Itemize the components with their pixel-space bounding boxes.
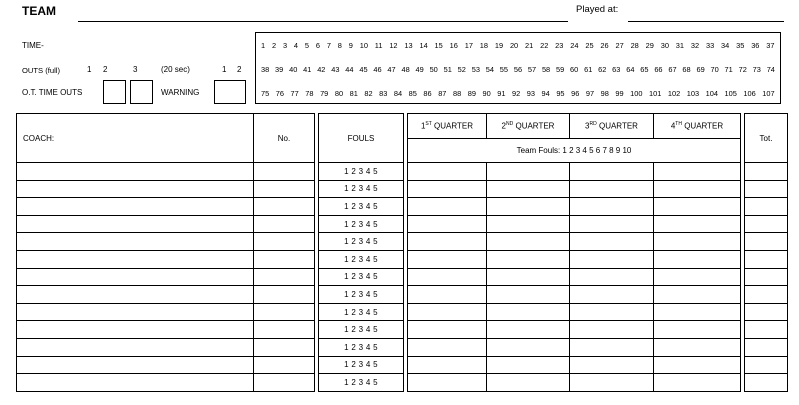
played-at-line[interactable] — [628, 21, 784, 22]
time-number[interactable]: 7 — [326, 40, 331, 50]
quarter-3-cell[interactable] — [570, 233, 654, 251]
player-fouls-table — [16, 113, 788, 392]
quarter-2-cell[interactable] — [487, 268, 570, 286]
player-name-cell[interactable] — [17, 338, 254, 356]
time-number[interactable]: 20 — [509, 40, 519, 50]
time-number[interactable]: 26 — [600, 40, 609, 50]
player-name-cell[interactable] — [17, 303, 254, 321]
time-number[interactable]: 90 — [482, 88, 491, 98]
quarter-4-cell[interactable] — [654, 303, 741, 321]
time-number[interactable]: 93 — [526, 88, 536, 98]
player-name-cell[interactable] — [17, 163, 254, 181]
quarter-4-cell[interactable] — [654, 356, 741, 374]
quarter-4-cell[interactable] — [654, 198, 741, 216]
table-row — [17, 233, 788, 251]
time-number[interactable]: 86 — [423, 88, 432, 98]
total-cell[interactable] — [745, 215, 788, 233]
time-number[interactable]: 46 — [373, 64, 382, 74]
total-cell[interactable] — [745, 198, 788, 216]
quarter-3-cell[interactable] — [570, 286, 654, 304]
twenty-sec-label: (20 sec) — [161, 65, 190, 74]
total-cell[interactable] — [745, 180, 788, 198]
total-cell[interactable] — [745, 356, 788, 374]
player-number-cell[interactable] — [254, 180, 315, 198]
table-row — [17, 356, 788, 374]
fouls-header: FOULS — [319, 114, 404, 163]
time-number[interactable]: 107 — [762, 88, 775, 98]
time-number[interactable]: 12 — [389, 40, 398, 50]
table-row — [17, 163, 788, 181]
time-number[interactable]: 102 — [667, 88, 681, 98]
time-number[interactable]: 101 — [649, 88, 662, 98]
time-number[interactable]: 23 — [555, 40, 564, 50]
quarter-4-cell[interactable] — [654, 338, 741, 356]
table-row — [17, 198, 788, 216]
table-row — [17, 374, 788, 392]
time-number[interactable]: 82 — [364, 88, 373, 98]
time-number[interactable]: 4 — [293, 40, 299, 50]
time-number[interactable]: 74 — [766, 64, 775, 74]
quarter-4-cell[interactable] — [654, 268, 741, 286]
quarter-3-header: 3RD QUARTER — [570, 114, 654, 139]
quarter-2-cell[interactable] — [487, 286, 570, 304]
time-number[interactable]: 27 — [615, 40, 624, 50]
time-number[interactable]: 16 — [449, 40, 458, 50]
time-number[interactable]: 54 — [485, 64, 494, 74]
quarter-3-cell[interactable] — [570, 268, 654, 286]
foul-marks-cell[interactable]: 1 2 3 4 5 — [319, 321, 404, 339]
quarter-3-cell[interactable] — [570, 356, 654, 374]
player-number-cell[interactable] — [254, 268, 315, 286]
time-number[interactable]: 89 — [467, 88, 476, 98]
quarter-4-header: 4TH QUARTER — [654, 114, 741, 139]
time-number[interactable]: 70 — [710, 64, 719, 74]
foul-marks-cell[interactable]: 1 2 3 4 5 — [319, 356, 404, 374]
table-row — [17, 286, 788, 304]
foul-marks-cell[interactable]: 1 2 3 4 5 — [319, 338, 404, 356]
total-cell[interactable] — [745, 286, 788, 304]
player-name-cell[interactable] — [17, 374, 254, 392]
time-number[interactable]: 88 — [452, 88, 462, 98]
foul-marks-cell[interactable]: 1 2 3 4 5 — [319, 198, 404, 216]
quarter-2-cell[interactable] — [487, 356, 570, 374]
quarter-2-cell[interactable] — [487, 198, 570, 216]
quarter-3-cell[interactable] — [570, 321, 654, 339]
time-number[interactable]: 22 — [540, 40, 549, 50]
quarter-2-cell[interactable] — [487, 338, 570, 356]
time-number[interactable]: 98 — [600, 88, 609, 98]
time-number[interactable]: 85 — [408, 88, 417, 98]
team-fouls-header: Team Fouls: 1 2 3 4 5 6 7 8 9 10 — [408, 139, 741, 163]
table-row — [17, 321, 788, 339]
quarter-1-cell[interactable] — [408, 250, 487, 268]
quarter-3-cell[interactable] — [570, 180, 654, 198]
quarter-2-cell[interactable] — [487, 163, 570, 181]
player-name-cell[interactable] — [17, 356, 254, 374]
quarter-1-cell[interactable] — [408, 268, 487, 286]
quarter-3-cell[interactable] — [570, 215, 654, 233]
time-number[interactable]: 73 — [752, 64, 761, 74]
total-cell[interactable] — [745, 163, 788, 181]
player-number-cell[interactable] — [254, 198, 315, 216]
time-number[interactable]: 18 — [479, 40, 489, 50]
coach-label: COACH: — [17, 114, 254, 163]
time-number[interactable]: 30 — [660, 40, 669, 50]
quarter-1-cell[interactable] — [408, 338, 487, 356]
player-number-cell[interactable] — [254, 286, 315, 304]
sec-num-2[interactable]: 2 — [237, 65, 242, 74]
time-number[interactable]: 78 — [305, 88, 314, 98]
quarter-2-cell[interactable] — [487, 180, 570, 198]
total-cell[interactable] — [745, 374, 788, 392]
total-cell[interactable] — [745, 303, 788, 321]
time-number[interactable]: 68 — [682, 64, 691, 74]
time-number[interactable]: 103 — [686, 88, 700, 98]
time-number[interactable]: 61 — [584, 64, 593, 74]
quarter-4-cell[interactable] — [654, 180, 741, 198]
time-number[interactable]: 41 — [303, 64, 312, 74]
table-row — [17, 215, 788, 233]
quarter-4-cell[interactable] — [654, 286, 741, 304]
foul-marks-cell[interactable]: 1 2 3 4 5 — [319, 163, 404, 181]
quarter-1-cell[interactable] — [408, 286, 487, 304]
foul-marks-cell[interactable]: 1 2 3 4 5 — [319, 250, 404, 268]
time-number[interactable]: 21 — [525, 40, 534, 50]
time-number[interactable]: 99 — [615, 88, 624, 98]
time-number[interactable]: 42 — [317, 64, 326, 74]
time-number[interactable]: 31 — [675, 40, 685, 50]
player-number-cell[interactable] — [254, 374, 315, 392]
player-name-cell[interactable] — [17, 233, 254, 251]
outs-label: OUTS (full) — [22, 66, 60, 75]
time-number[interactable]: 35 — [736, 40, 745, 50]
quarter-1-cell[interactable] — [408, 180, 487, 198]
quarter-4-cell[interactable] — [654, 321, 741, 339]
time-number[interactable]: 53 — [471, 64, 480, 74]
quarter-4-cell[interactable] — [654, 163, 741, 181]
total-cell[interactable] — [745, 250, 788, 268]
time-number[interactable]: 5 — [304, 40, 309, 50]
total-cell[interactable] — [745, 338, 788, 356]
time-number[interactable]: 15 — [434, 40, 443, 50]
time-number[interactable]: 84 — [393, 88, 403, 98]
time-row-2 — [256, 57, 780, 81]
quarter-1-cell[interactable] — [408, 198, 487, 216]
quarter-1-cell[interactable] — [408, 215, 487, 233]
time-number[interactable]: 66 — [654, 64, 663, 74]
foul-marks-cell[interactable]: 1 2 3 4 5 — [319, 286, 404, 304]
time-number[interactable]: 67 — [668, 64, 677, 74]
player-name-cell[interactable] — [17, 286, 254, 304]
total-cell[interactable] — [745, 233, 788, 251]
time-number[interactable]: 49 — [415, 64, 424, 74]
quarter-1-cell[interactable] — [408, 374, 487, 392]
quarter-2-cell[interactable] — [487, 250, 570, 268]
outs-num-1[interactable]: 1 — [87, 65, 92, 74]
quarter-3-cell[interactable] — [570, 374, 654, 392]
player-number-cell[interactable] — [254, 233, 315, 251]
quarter-1-cell[interactable] — [408, 233, 487, 251]
ot-timeout-box-1[interactable] — [103, 80, 126, 104]
player-number-cell[interactable] — [254, 303, 315, 321]
time-number[interactable]: 47 — [387, 64, 396, 74]
time-number[interactable]: 32 — [690, 40, 700, 50]
player-name-cell[interactable] — [17, 250, 254, 268]
time-number[interactable]: 10 — [359, 40, 368, 50]
sec-num-1[interactable]: 1 — [222, 65, 227, 74]
time-number[interactable]: 105 — [724, 88, 737, 98]
time-number[interactable]: 6 — [315, 40, 320, 50]
time-number[interactable]: 29 — [645, 40, 654, 50]
player-number-cell[interactable] — [254, 356, 315, 374]
time-number[interactable]: 2 — [271, 40, 277, 50]
quarter-1-cell[interactable] — [408, 356, 487, 374]
time-number[interactable]: 19 — [494, 40, 504, 50]
time-number[interactable]: 57 — [527, 64, 537, 74]
time-number[interactable]: 51 — [443, 64, 452, 74]
player-name-cell[interactable] — [17, 268, 254, 286]
foul-marks-cell[interactable]: 1 2 3 4 5 — [319, 180, 404, 198]
quarter-4-cell[interactable] — [654, 233, 741, 251]
player-number-cell[interactable] — [254, 250, 315, 268]
time-row-1 — [256, 33, 780, 57]
time-number[interactable]: 92 — [512, 88, 521, 98]
quarter-3-cell[interactable] — [570, 250, 654, 268]
player-number-cell[interactable] — [254, 215, 315, 233]
time-number[interactable]: 33 — [705, 40, 715, 50]
ot-timeout-box-2[interactable] — [130, 80, 153, 104]
time-number[interactable]: 65 — [640, 64, 649, 74]
outs-num-2[interactable]: 2 — [103, 65, 108, 74]
time-number[interactable]: 75 — [261, 88, 270, 98]
time-number[interactable]: 36 — [751, 40, 760, 50]
time-number[interactable]: 8 — [337, 40, 342, 50]
time-number[interactable]: 77 — [290, 88, 299, 98]
quarter-3-cell[interactable] — [570, 303, 654, 321]
time-number[interactable]: 95 — [556, 88, 565, 98]
time-number[interactable]: 80 — [334, 88, 344, 98]
time-number[interactable]: 63 — [612, 64, 621, 74]
time-number[interactable]: 97 — [585, 88, 595, 98]
total-cell[interactable] — [745, 268, 788, 286]
time-number-grid — [255, 32, 781, 104]
time-number[interactable]: 43 — [331, 64, 340, 74]
time-number[interactable]: 59 — [555, 64, 565, 74]
time-number[interactable]: 40 — [289, 64, 298, 74]
time-number[interactable]: 50 — [429, 64, 438, 74]
time-label: TIME- — [22, 41, 44, 50]
time-number[interactable]: 14 — [419, 40, 428, 50]
quarter-2-cell[interactable] — [487, 233, 570, 251]
time-number[interactable]: 94 — [541, 88, 550, 98]
time-number[interactable]: 28 — [630, 40, 639, 50]
quarter-3-cell[interactable] — [570, 198, 654, 216]
quarter-4-cell[interactable] — [654, 374, 741, 392]
foul-marks-cell[interactable]: 1 2 3 4 5 — [319, 215, 404, 233]
quarter-2-header: 2ND QUARTER — [487, 114, 570, 139]
player-name-cell[interactable] — [17, 321, 254, 339]
quarter-1-cell[interactable] — [408, 303, 487, 321]
ot-time-outs-label: O.T. TIME OUTS — [22, 88, 83, 97]
time-number[interactable]: 17 — [464, 40, 473, 50]
time-number[interactable]: 39 — [275, 64, 284, 74]
team-label: TEAM — [22, 4, 56, 18]
time-row-3 — [256, 81, 780, 105]
time-number[interactable]: 37 — [766, 40, 775, 50]
time-number[interactable]: 64 — [626, 64, 635, 74]
quarter-1-cell[interactable] — [408, 163, 487, 181]
quarter-2-cell[interactable] — [487, 215, 570, 233]
player-number-cell[interactable] — [254, 321, 315, 339]
player-number-cell[interactable] — [254, 338, 315, 356]
time-number[interactable]: 76 — [275, 88, 284, 98]
quarter-1-header: 1ST QUARTER — [408, 114, 487, 139]
quarter-2-cell[interactable] — [487, 303, 570, 321]
time-number[interactable]: 62 — [598, 64, 607, 74]
time-number[interactable]: 100 — [630, 88, 643, 98]
warning-label: WARNING — [161, 88, 200, 97]
time-number[interactable]: 58 — [541, 64, 551, 74]
time-number[interactable]: 3 — [282, 40, 288, 50]
number-header: No. — [254, 114, 315, 163]
time-number[interactable]: 52 — [457, 64, 466, 74]
player-name-cell[interactable] — [17, 180, 254, 198]
table-row — [17, 180, 788, 198]
time-number[interactable]: 72 — [738, 64, 747, 74]
quarter-2-cell[interactable] — [487, 374, 570, 392]
foul-marks-cell[interactable]: 1 2 3 4 5 — [319, 268, 404, 286]
time-number[interactable]: 104 — [705, 88, 718, 98]
foul-marks-cell[interactable]: 1 2 3 4 5 — [319, 233, 404, 251]
quarter-4-cell[interactable] — [654, 250, 741, 268]
time-number[interactable]: 38 — [261, 64, 270, 74]
time-number[interactable]: 81 — [349, 88, 358, 98]
time-number[interactable]: 48 — [401, 64, 410, 74]
time-number[interactable]: 55 — [499, 64, 509, 74]
table-row — [17, 338, 788, 356]
time-number[interactable]: 60 — [570, 64, 579, 74]
quarter-2-cell[interactable] — [487, 321, 570, 339]
time-number[interactable]: 56 — [513, 64, 523, 74]
time-number[interactable]: 9 — [348, 40, 353, 50]
time-number[interactable]: 44 — [345, 64, 354, 74]
foul-marks-cell[interactable]: 1 2 3 4 5 — [319, 374, 404, 392]
time-number[interactable]: 45 — [359, 64, 368, 74]
quarter-3-cell[interactable] — [570, 163, 654, 181]
time-number[interactable]: 25 — [585, 40, 594, 50]
player-number-cell[interactable] — [254, 163, 315, 181]
foul-marks-cell[interactable]: 1 2 3 4 5 — [319, 303, 404, 321]
time-number[interactable]: 83 — [379, 88, 388, 98]
team-name-line[interactable] — [78, 21, 568, 22]
player-name-cell[interactable] — [17, 198, 254, 216]
quarter-1-cell[interactable] — [408, 321, 487, 339]
time-number[interactable]: 13 — [404, 40, 413, 50]
time-number[interactable]: 34 — [721, 40, 730, 50]
table-row — [17, 268, 788, 286]
time-number[interactable]: 71 — [724, 64, 733, 74]
total-header: Tot. — [745, 114, 788, 163]
time-number[interactable]: 24 — [570, 40, 579, 50]
time-number[interactable]: 1 — [261, 40, 266, 50]
quarter-3-cell[interactable] — [570, 338, 654, 356]
outs-num-3[interactable]: 3 — [133, 65, 138, 74]
time-number[interactable]: 79 — [320, 88, 329, 98]
player-name-cell[interactable] — [17, 215, 254, 233]
time-number[interactable]: 11 — [374, 40, 383, 50]
table-row — [17, 303, 788, 321]
played-at-label: Played at: — [576, 4, 619, 15]
quarter-4-cell[interactable] — [654, 215, 741, 233]
total-cell[interactable] — [745, 321, 788, 339]
time-number[interactable]: 69 — [696, 64, 705, 74]
time-number[interactable]: 91 — [497, 88, 506, 98]
time-number[interactable]: 106 — [743, 88, 756, 98]
time-number[interactable]: 87 — [438, 88, 447, 98]
warning-box[interactable] — [214, 80, 246, 104]
table-row — [17, 250, 788, 268]
time-number[interactable]: 96 — [571, 88, 580, 98]
